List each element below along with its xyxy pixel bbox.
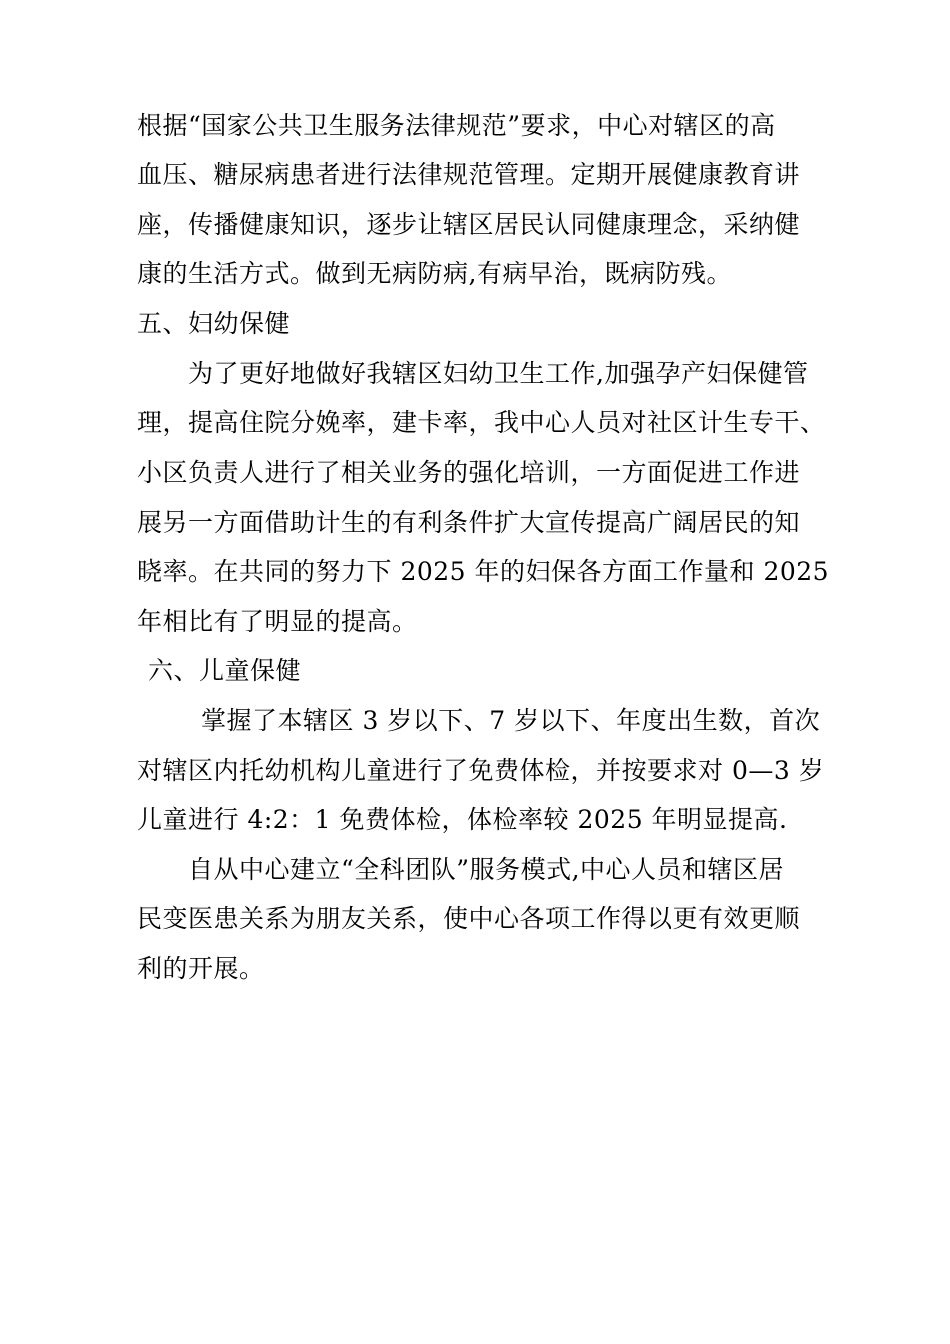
paragraph-line: 自从中心建立“全科团队”服务模式,中心人员和辖区居 <box>188 855 785 884</box>
paragraph-line: 座，传播健康知识，逐步让辖区居民认同健康理念，采纳健 <box>137 210 801 239</box>
paragraph-line: 展另一方面借助计生的有利条件扩大宣传提高广阔居民的知 <box>137 508 801 537</box>
paragraph-line: 小区负责人进行了相关业务的强化培训，一方面促进工作进 <box>137 458 801 487</box>
paragraph-line: 利的开展。 <box>137 954 265 983</box>
paragraph-line: 对辖区内托幼机构儿童进行了免费体检，并按要求对 0—3 岁 <box>137 756 825 785</box>
paragraph-line: 年相比有了明显的提高。 <box>137 607 418 636</box>
paragraph-line: 血压、糖尿病患者进行法律规范管理。定期开展健康教育讲 <box>137 160 801 189</box>
paragraph-line: 掌握了本辖区 3 岁以下、7 岁以下、年度出生数，首次 <box>201 706 821 735</box>
paragraph-line: 民变医患关系为朋友关系，使中心各项工作得以更有效更顺 <box>137 904 801 933</box>
section-heading-maternal-child: 五、妇幼保健 <box>137 309 291 338</box>
paragraph-line: 晓率。在共同的努力下 2025 年的妇保各方面工作量和 2025 <box>137 557 830 586</box>
paragraph-line: 根据“国家公共卫生服务法律规范”要求，中心对辖区的高 <box>137 111 776 140</box>
paragraph-line: 儿童进行 4:2：1 免费体检，体检率较 2025 年明显提高. <box>137 805 788 834</box>
paragraph-line: 为了更好地做好我辖区妇幼卫生工作,加强孕产妇保健管 <box>188 359 809 388</box>
section-heading-child-health: 六、儿童保健 <box>148 656 302 685</box>
paragraph-line: 理，提高住院分娩率，建卡率，我中心人员对社区计生专干、 <box>137 408 826 437</box>
paragraph-line: 康的生活方式。做到无病防病,有病早治，既病防残。 <box>137 259 732 288</box>
